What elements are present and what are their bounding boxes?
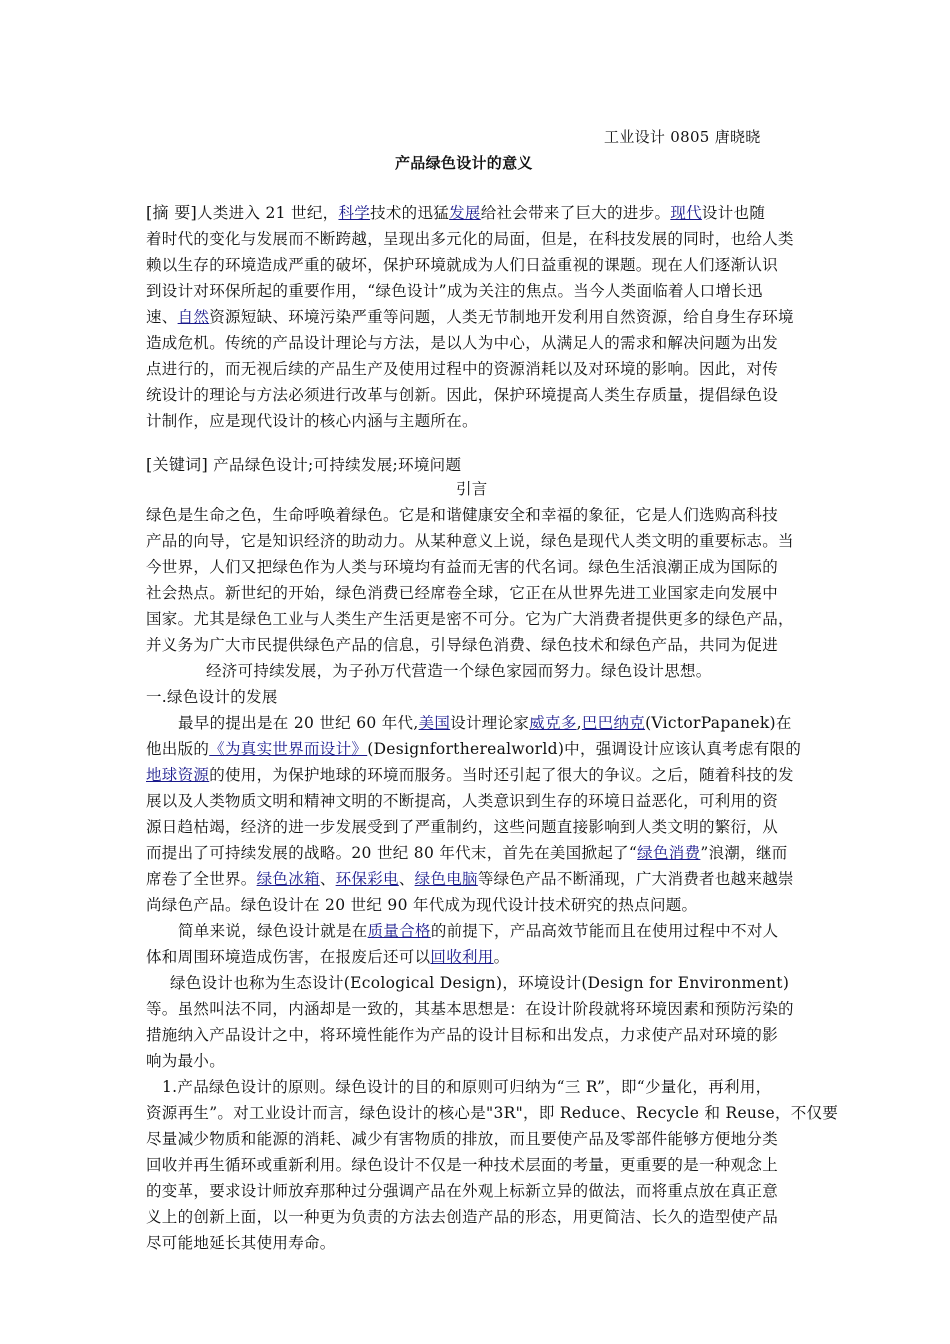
link-eco-tv[interactable]: 环保彩电 xyxy=(335,870,399,888)
link-science[interactable]: 科学 xyxy=(338,204,371,222)
intro-line-1: 绿色是生命之色，生命呼唤着绿色。它是和谐健康安全和幸福的象征，它是人们选购高科技 xyxy=(146,506,779,524)
s1p1-line-5: 源日趋枯竭，经济的进一步发展受到了严重制约，这些问题直接影响到人类文明的繁衍，从 xyxy=(146,818,779,836)
s1p3-line-2: 等。虽然叫法不同，内涵却是一致的，其基本思想是：在设计阶段就将环境因素和预防污染的 xyxy=(146,1000,794,1018)
s1p3-line-1: 绿色设计也称为生态设计(Ecological Design)，环境设计(Design for Environment) xyxy=(170,974,790,992)
author-line: 工业设计 0805 唐晓晓 xyxy=(604,128,761,146)
s1p4-line-6: 义上的创新上面，以一种更为负责的方法去创造产品的形态，用更简洁、长久的造型使产品 xyxy=(146,1208,779,1226)
s1p1-line-1: 最早的提出是在 20 世纪 60 年代,美国设计理论家威克多,巴巴纳克(VictorPapanek)在 xyxy=(178,714,792,732)
s1p1-line-8: 尚绿色产品。绿色设计在 20 世纪 90 年代成为现代设计技术研究的热点问题。 xyxy=(146,896,698,914)
abstract-line-1: [摘 要]人类进入 21 世纪，科学技术的迅猛发展给社会带来了巨大的进步。现代设计也随 xyxy=(146,203,766,222)
abstract-line-4: 到设计对环保所起的重要作用，“绿色设计”成为关注的焦点。当今人类面临着人口增长迅 xyxy=(146,282,763,300)
link-recycling[interactable]: 回收利用 xyxy=(430,948,494,966)
link-green-computer[interactable]: 绿色电脑 xyxy=(414,870,478,888)
link-green-consumption[interactable]: 绿色消费 xyxy=(637,844,701,862)
abstract-label: [摘 要] xyxy=(146,203,198,222)
abstract-line-8: 统设计的理论与方法必须进行改革与创新。因此，保护环境提高人类生存质量，提倡绿色设 xyxy=(146,386,779,404)
link-victor[interactable]: 威克多 xyxy=(529,714,577,732)
s1p4-line-3: 尽量减少物质和能源的消耗、减少有害物质的排放，而且要使产品及零部件能够方便地分类 xyxy=(146,1130,779,1148)
intro-line-6: 并义务为广大市民提供绿色产品的信息，引导绿色消费、绿色技术和绿色产品，共同为促进 xyxy=(146,636,779,654)
keywords-line xyxy=(146,452,461,478)
keywords-text: 产品绿色设计;可持续发展;环境问题 xyxy=(213,456,462,474)
s1p1-line-7: 席卷了全世界。绿色冰箱、环保彩电、绿色电脑等绿色产品不断涌现，广大消费者也越来越崇 xyxy=(146,870,794,888)
s1p4-line-4: 回收并再生循环或重新利用。绿色设计不仅是一种技术层面的考量，更重要的是一种观念上 xyxy=(146,1156,779,1174)
document-title: 产品绿色设计的意义 xyxy=(395,154,533,172)
link-papanek[interactable]: 巴巴纳克 xyxy=(581,714,646,732)
intro-line-2: 产品的向导，它是知识经济的助动力。从某种意义上说，绿色是现代人类文明的重要标志。当 xyxy=(146,532,794,550)
intro-line-4: 社会热点。新世纪的开始，绿色消费已经席卷全球，它正在从世界先进工业国家走向发展中 xyxy=(146,584,779,602)
link-design-for-real-world[interactable]: 《为真实世界而设计》 xyxy=(209,740,368,758)
s1p1-line-3: 地球资源的使用，为保护地球的环境而服务。当时还引起了很大的争议。之后，随着科技的发 xyxy=(146,766,794,784)
link-nature[interactable]: 自然 xyxy=(177,308,210,326)
intro-line-5: 国家。尤其是绿色工业与人类生产生活更是密不可分。它为广大消费者提供更多的绿色产品， xyxy=(146,610,794,628)
link-development[interactable]: 发展 xyxy=(449,204,481,222)
abstract-line-2: 着时代的变化与发展而不断跨越，呈现出多元化的局面，但是，在科技发展的同时，也给人类 xyxy=(146,230,794,248)
link-earth-resources[interactable]: 地球资源 xyxy=(146,766,210,784)
abstract-line-5: 速、自然资源短缺、环境污染严重等问题，人类无节制地开发利用自然资源，给自身生存环境 xyxy=(146,308,794,326)
s1p1-line-2: 他出版的《为真实世界而设计》(Designfortherealworld)中，强调设计应该认真考虑有限的 xyxy=(146,740,802,758)
section-1-heading: 一.绿色设计的发展 xyxy=(146,688,278,706)
link-quality[interactable]: 质量合格 xyxy=(367,922,431,940)
s1p3-line-3: 措施纳入产品设计之中，将环境性能作为产品的设计目标和出发点，力求使产品对环境的影 xyxy=(146,1026,779,1044)
s1p4-line-5: 的变革，要求设计师放弃那种过分强调产品在外观上标新立异的做法，而将重点放在真正意 xyxy=(146,1182,779,1200)
link-usa[interactable]: 美国 xyxy=(418,714,451,732)
link-modern[interactable]: 现代 xyxy=(670,204,702,222)
s1p2-line-1: 简单来说，绿色设计就是在质量合格的前提下，产品高效节能而且在使用过程中不对人 xyxy=(178,922,779,940)
s1p1-line-4: 展以及人类物质文明和精神文明的不断提高，人类意识到生存的环境日益恶化，可利用的资 xyxy=(146,792,779,810)
keywords-label: [关键词] xyxy=(146,455,208,474)
s1p1-line-6: 而提出了可持续发展的战略。20 世纪 80 年代末，首先在美国掀起了“绿色消费”浪潮，继而 xyxy=(146,844,788,862)
link-green-fridge[interactable]: 绿色冰箱 xyxy=(256,870,320,888)
intro-heading: 引言 xyxy=(456,480,488,498)
intro-line-3: 今世界，人们又把绿色作为人类与环境均有益而无害的代名词。绿色生活浪潮正成为国际的 xyxy=(146,558,779,576)
abstract-line-9: 计制作，应是现代设计的核心内涵与主题所在。 xyxy=(146,412,478,430)
s1p3-line-4: 响为最小。 xyxy=(146,1052,226,1070)
s1p4-line-2: 资源再生”。对工业设计而言，绿色设计的核心是"3R"，即 Reduce、Recycle 和 Reuse，不仅要 xyxy=(146,1104,839,1122)
abstract-line-7: 点进行的，而无视后续的产品生产及使用过程中的资源消耗以及对环境的影响。因此，对传 xyxy=(146,360,779,378)
intro-line-7: 经济可持续发展，为子孙万代营造一个绿色家园而努力。绿色设计思想。 xyxy=(206,662,712,680)
s1p2-line-2: 体和周围环境造成伤害，在报废后还可以回收利用。 xyxy=(146,948,510,966)
abstract-line-3: 赖以生存的环境造成严重的破坏，保护环境就成为人们日益重视的课题。现在人们逐渐认识 xyxy=(146,256,779,274)
abstract-line-6: 造成危机。传统的产品设计理论与方法，是以人为中心，从满足人的需求和解决问题为出发 xyxy=(146,334,779,352)
s1p4-line-1: 1.产品绿色设计的原则。绿色设计的目的和原则可归纳为“三 R”，即“少量化，再利用， xyxy=(162,1078,772,1096)
s1p4-line-7: 尽可能地延长其使用寿命。 xyxy=(146,1234,336,1252)
